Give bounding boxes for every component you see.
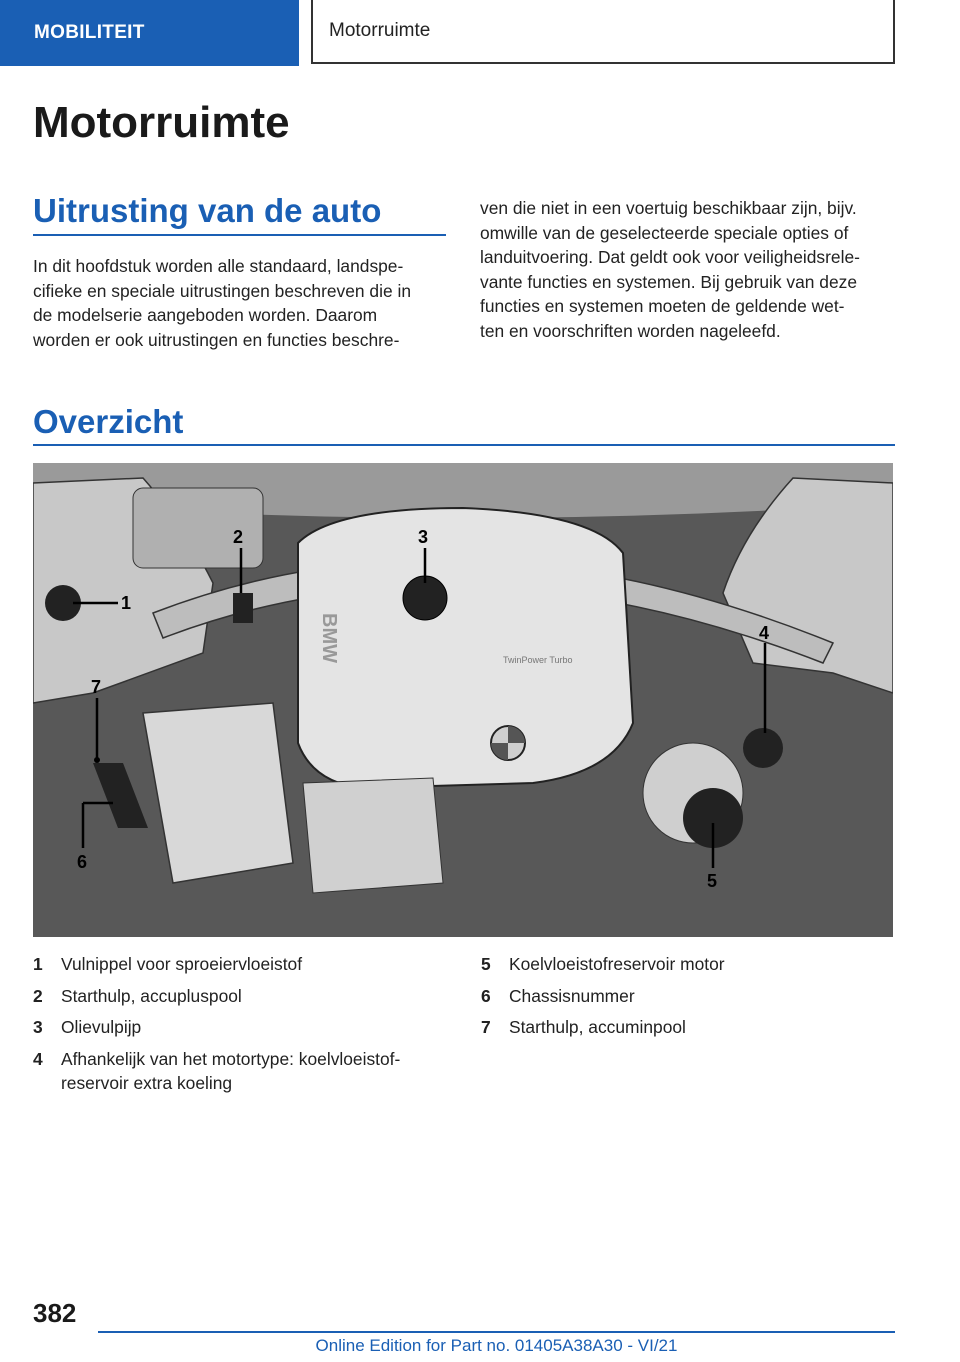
engine-bay-drawing	[33, 463, 893, 937]
legend-right	[481, 952, 901, 1047]
paragraph-line: ven die niet in een voertuig beschikbaar zijn, bijv.	[480, 198, 857, 218]
paragraph-line: landuitvoering. Dat geldt ook voor veiligheidsrele‐	[480, 247, 860, 267]
paragraph-line: de modelserie aangeboden worden. Daarom	[33, 305, 378, 325]
callout-3: 3	[418, 527, 429, 547]
header-chapter-label	[311, 0, 895, 64]
legend-number: 6	[481, 985, 491, 1006]
legend-text: Starthulp, accuminpool	[509, 1017, 686, 1037]
cabin-filter-grille	[133, 488, 263, 568]
legend-text: reservoir extra koeling	[61, 1073, 233, 1093]
paragraph-line: functies en systemen moeten de geldende wet‐	[480, 296, 845, 316]
lower-cover	[303, 778, 443, 893]
section-heading-overview: Overzicht	[33, 403, 184, 440]
legend-item	[33, 984, 453, 1009]
extra-coolant-cap	[743, 728, 783, 768]
footer-rule	[98, 1331, 895, 1333]
battery-positive-post	[233, 593, 253, 623]
engine-bay-illustration	[33, 463, 893, 937]
engine-cover-brand: BMW	[318, 613, 340, 663]
section-heading-equipment: Uitrusting van de auto	[33, 192, 382, 229]
legend-item	[481, 1015, 901, 1040]
paragraph-col2	[480, 196, 900, 343]
legend-number: 1	[33, 954, 43, 974]
section-rule-equipment	[33, 234, 446, 236]
engine-cover	[298, 508, 633, 788]
callout-6: 6	[77, 852, 88, 872]
engine-cover-label: TwinPower Turbo	[503, 655, 573, 665]
legend-text: Koelvloeistofreservoir motor	[509, 954, 725, 974]
callout-1: 1	[121, 593, 132, 613]
callout-7: 7	[91, 677, 102, 697]
legend-text: Starthulp, accupluspool	[61, 985, 242, 1006]
legend-number: 4	[33, 1048, 43, 1069]
callout-2: 2	[233, 527, 244, 547]
legend-item	[33, 952, 453, 977]
paragraph-line: ten en voorschriften worden nageleefd.	[480, 320, 781, 341]
callout-5: 5	[707, 871, 718, 891]
paragraph-line: vante functies en systemen. Bij gebruik van deze	[480, 271, 858, 292]
section-rule-overview	[33, 444, 895, 446]
legend-text: Afhankelijk van het motortype: koelvloeistof‐	[61, 1048, 401, 1069]
paragraph-line: omwille van de geselecteerde speciale opties of	[480, 222, 849, 243]
paragraph-line: worden er ook uitrustingen en functies beschre‐	[33, 329, 400, 350]
legend-number: 7	[481, 1017, 491, 1037]
page-title: Motorruimte	[33, 98, 290, 147]
legend-number: 2	[33, 985, 43, 1006]
legend-item	[481, 952, 901, 977]
page-number: 382	[33, 1298, 77, 1328]
header-section-label	[0, 0, 299, 66]
legend-item	[33, 1047, 453, 1096]
paragraph-col1	[33, 254, 453, 352]
header-section-text: MOBILITEIT	[34, 22, 145, 43]
legend-item	[481, 984, 901, 1009]
legend-left	[33, 952, 453, 1103]
footer-edition-text: Online Edition for Part no. 01405A38A30 - VI/21	[315, 1336, 678, 1355]
header-chapter-text: Motorruimte	[329, 20, 431, 41]
legend-text: Vulnippel voor sproeiervloeistof	[61, 954, 303, 974]
legend-number: 5	[481, 954, 491, 974]
legend-item	[33, 1015, 453, 1040]
callout-4: 4	[759, 623, 770, 643]
legend-number: 3	[33, 1017, 43, 1037]
paragraph-line: In dit hoofdstuk worden alle standaard, landspe‐	[33, 256, 404, 276]
legend-text: Chassisnummer	[509, 985, 635, 1006]
paragraph-line: cifieke en speciale uitrustingen beschreven die in	[33, 280, 411, 301]
legend-text: Olievulpijp	[61, 1017, 142, 1037]
